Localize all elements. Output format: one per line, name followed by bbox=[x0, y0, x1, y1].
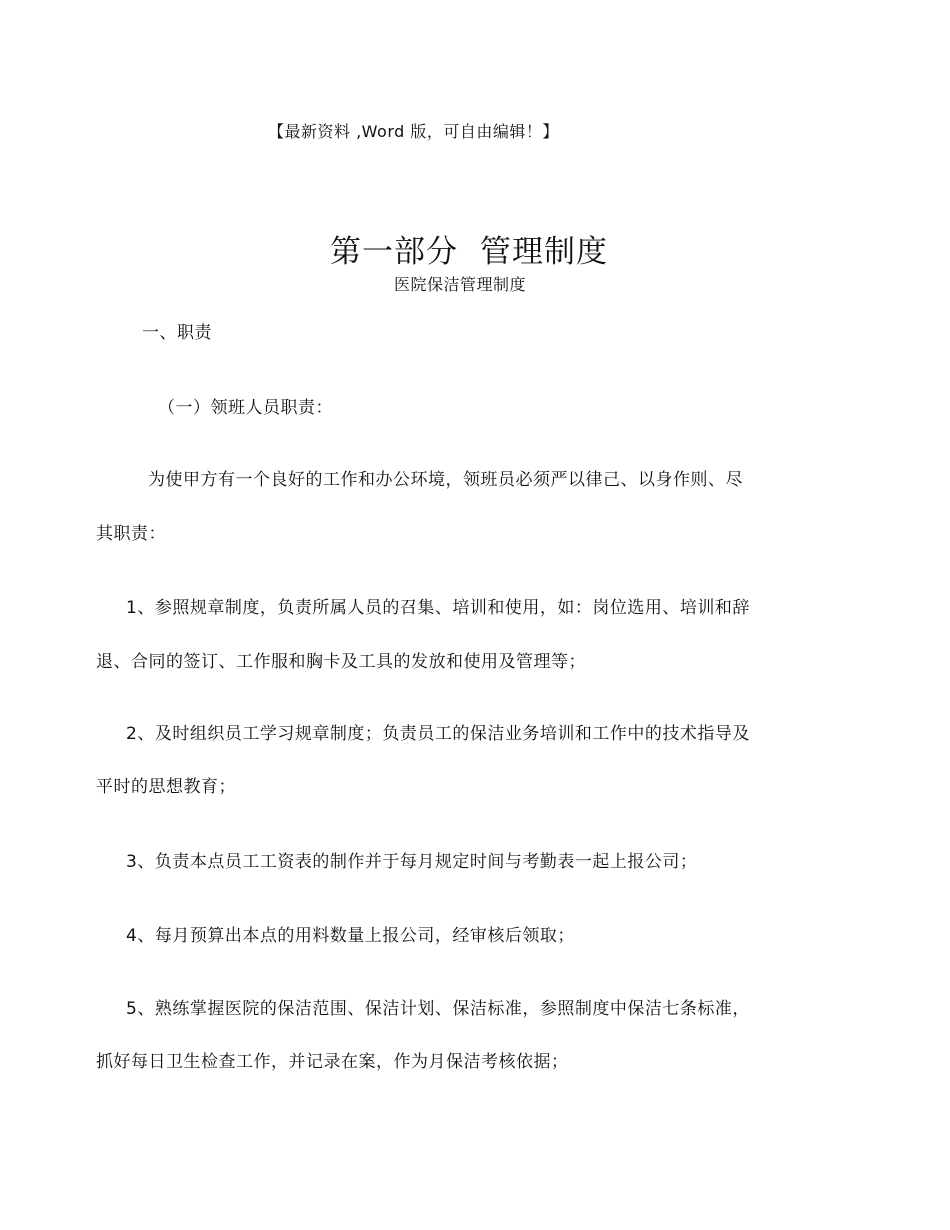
list-item-line: 1、参照规章制度，负责所属人员的召集、培训和使用，如：岗位选用、培训和辞 bbox=[126, 598, 750, 618]
list-item-line: 2、及时组织员工学习规章制度；负责员工的保洁业务培训和工作中的技术指导及 bbox=[126, 724, 750, 744]
list-item-line: 抓好每日卫生检查工作，并记录在案，作为月保洁考核依据； bbox=[96, 1052, 569, 1072]
part-label: 第一部分 bbox=[330, 234, 458, 270]
list-item-line: 4、每月预算出本点的用料数量上报公司，经审核后领取； bbox=[126, 926, 575, 946]
document-subtitle: 医院保洁管理制度 bbox=[394, 275, 527, 294]
list-item-line: 退、合同的签订、工作服和胸卡及工具的发放和使用及管理等； bbox=[96, 652, 586, 672]
list-item-line: 3、负责本点员工工资表的制作并于每月规定时间与考勤表一起上报公司； bbox=[126, 852, 698, 872]
page-title bbox=[330, 232, 608, 272]
header-note: 【最新资料 ,Word 版，可自由编辑！】 bbox=[268, 122, 559, 141]
paragraph-line: 为使甲方有一个良好的工作和办公环境，领班员必须严以律己、以身作则、尽 bbox=[148, 470, 743, 490]
list-item-line: 5、熟练掌握医院的保洁范围、保洁计划、保洁标准，参照制度中保洁七条标准， bbox=[126, 999, 750, 1019]
list-item-line: 平时的思想教育； bbox=[96, 777, 236, 797]
paragraph-line: 其职责： bbox=[96, 524, 166, 544]
section-heading: 一、职责 bbox=[142, 323, 212, 343]
subsection-heading: （一）领班人员职责： bbox=[158, 398, 333, 418]
part-name: 管理制度 bbox=[480, 234, 608, 270]
